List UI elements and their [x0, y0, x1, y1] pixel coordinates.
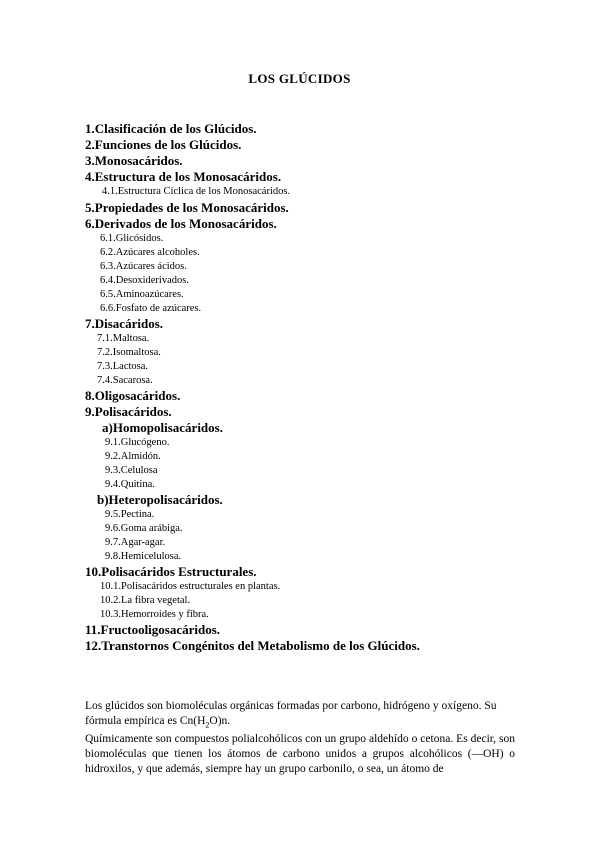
toc-subentry: 6.5.Aminoazúcares.	[100, 289, 184, 300]
toc-entry: 10.Polisacáridos Estructurales.	[85, 564, 257, 579]
toc-subentry: 9.2.Almidón.	[105, 451, 161, 462]
toc-subentry: 6.2.Azúcares alcoholes.	[100, 247, 200, 258]
body-text	[85, 699, 515, 776]
subscript: 2	[205, 719, 210, 729]
toc-subentry: 6.1.Glicósidos.	[100, 233, 164, 244]
paragraph-text: O)n.	[209, 714, 231, 727]
toc-entry: 8.Oligosacáridos.	[85, 388, 181, 403]
paragraph: Químicamente son compuestos polialcohólicos con un grupo aldehído o cetona. Es decir, son biomoléculas que tienen los átomos de carbono unidos a grupos alcohólicos (—OH) o hidroxilos, y que además, siempre hay un grupo carbonilo, o sea, un átomo de	[85, 733, 515, 775]
toc-subentry: 9.5.Pectina.	[105, 509, 155, 520]
document-title: LOS GLÚCIDOS	[248, 71, 351, 86]
toc-entry: 2.Funciones de los Glúcidos.	[85, 137, 242, 152]
toc-entry: 4.Estructura de los Monosacáridos.	[85, 169, 282, 184]
toc-subheading: a)Homopolisacáridos.	[102, 420, 223, 435]
toc-entry: 12.Transtornos Congénitos del Metabolismo de los Glúcidos.	[85, 638, 420, 653]
toc-subentry: 7.4.Sacarosa.	[97, 375, 153, 386]
toc-entry: 11.Fructooligosacáridos.	[85, 622, 221, 637]
toc-subentry: 9.1.Glucógeno.	[105, 437, 170, 448]
toc-subentry: 7.3.Lactosa.	[97, 361, 149, 372]
toc-subentry: 4.1.Estructura Cíclica de los Monosacáridos.	[102, 186, 291, 197]
toc-entry: 5.Propiedades de los Monosacáridos.	[85, 200, 289, 215]
toc-subentry: 9.3.Celulosa	[105, 465, 158, 476]
toc-subentry: 9.4.Quitina.	[105, 479, 155, 490]
toc-subentry: 9.7.Agar-agar.	[105, 537, 166, 548]
toc-subentry: 9.8.Hemicelulosa.	[105, 551, 182, 562]
toc-subheading: b)Heteropolisacáridos.	[97, 492, 223, 507]
toc-subentry: 6.4.Desoxiderivados.	[100, 275, 189, 286]
paragraph-text: Los glúcidos son biomoléculas orgánicas formadas por carbono, hidrógeno y oxígeno. Su fórmula empírica es Cn(H	[85, 700, 497, 727]
paragraph	[85, 699, 515, 732]
toc-subentry: 6.6.Fosfato de azúcares.	[100, 303, 202, 314]
toc-subentry: 7.1.Maltosa.	[97, 333, 150, 344]
toc-subentry: 9.6.Goma arábiga.	[105, 523, 183, 534]
toc-entry: 7.Disacáridos.	[85, 316, 163, 331]
toc-subentry: 10.3.Hemorroides y fibra.	[100, 609, 209, 620]
toc-subentry: 6.3.Azúcares ácidos.	[100, 261, 187, 272]
toc-subentry: 10.2.La fibra vegetal.	[100, 595, 191, 606]
toc-subentry: 7.2.Isomaltosa.	[97, 347, 161, 358]
toc-entry: 6.Derivados de los Monosacáridos.	[85, 216, 277, 231]
toc-subentry: 10.1.Polisacáridos estructurales en plantas.	[100, 581, 281, 592]
toc-entry: 9.Polisacáridos.	[85, 404, 172, 419]
toc-entry: 1.Clasificación de los Glúcidos.	[85, 121, 257, 136]
toc-entry: 3.Monosacáridos.	[85, 153, 183, 168]
